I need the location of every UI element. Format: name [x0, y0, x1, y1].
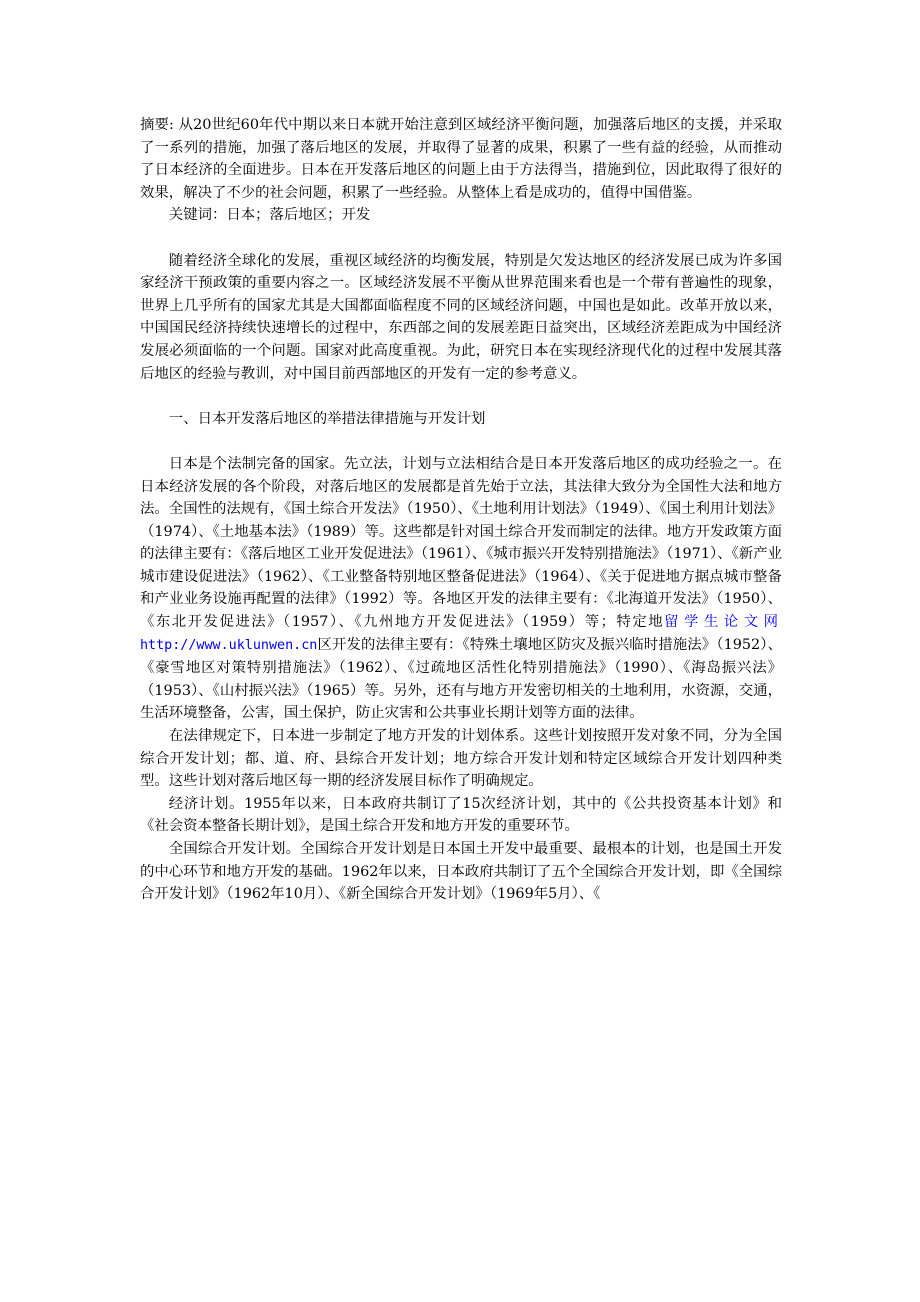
abstract-text: 从20世纪60年代中期以来日本就开始注意到区域经济平衡问题，加强落后地区的支援，并采取了一系列的措施，加强了落后地区的发展，并取得了显著的成果，积累了一些有益的经验，从而推动了日本经济的全面进步。日本在开发落后地区的问题上由于方法得当，措施到位，因此取得了很好的效果，解决了不少的社会问题，积累了一些经验。从整体上看是成功的，值得中国借鉴。	[140, 117, 782, 201]
document-page	[140, 114, 782, 906]
intro-paragraph: 随着经济全球化的发展，重视区域经济的均衡发展，特别是欠发达地区的经济发展已成为许多国家经济干预政策的重要内容之一。区域经济发展不平衡从世界范围来看也是一个带有普遍性的现象，世界上几乎所有的国家尤其是大国都面临程度不同的区域经济问题，中国也是如此。改革开放以来，中国国民经济持续快速增长的过程中，东西部之间的发展差距日益突出，区域经济差距成为中国经济发展必须面临的一个问题。国家对此高度重视。为此，研究日本在实现经济现代化的过程中发展其落后地区的经验与教训，对中国目前西部地区的开发有一定的参考意义。	[140, 252, 782, 382]
law-text-before-link: 日本是个法制完备的国家。先立法，计划与立法相结合是日本开发落后地区的成功经验之一。在日本经济发展的各个阶段，对落后地区的发展都是首先始于立法，其法律大致分为全国性大法和地方法。全国性的法规有，《国土综合开发法》（1950）、《土地利用计划法》（1949）、《国土利用计划法》（1974）、《土地基本法》（1989）等。这些都是针对国土综合开发而制定的法律。地方开发政策方面的法律主要有：《落后地区工业开发促进法》（1961）、《城市振兴开发特别措施法》（1971）、《新产业城市建设促进法》（1962）、《工业整备特别地区整备促进法》（1964）、《关于促进地方据点城市整备和产业业务设施再配置的法律》（1992）等。各地区开发的法律主要有：《北海道开发法》（1950）、《东北开发促进法》（1957）、《九州地方开发促进法》（1959）等；特定地	[140, 455, 782, 631]
section-heading: 一、日本开发落后地区的举措法律措施与开发计划	[168, 410, 486, 427]
abstract-paragraph	[140, 114, 782, 204]
law-text-after-link: 区开发的法律主要有：《特殊土壤地区防灾及振兴临时措施法》（1952）、《豪雪地区对策特别措施法》（1962）、《过疏地区活性化特别措施法》（1990）、《海岛振兴法》（1953）、《山村振兴法》（1965）等。另外，还有与地方开发密切相关的土地利用，水资源，交通，生活环境整备，公害，国土保护，防止灾害和公共事业长期计划等方面的法律。	[140, 636, 782, 722]
national-plan-paragraph: 全国综合开发计划。全国综合开发计划是日本国土开发中最重要、最根本的计划，也是国土开发的中心环节和地方开发的基础。1962年以来，日本政府共制订了五个全国综合开发计划，即《全国综合开发计划》（1962年10月）、《新全国综合开发计划》（1969年5月）、《	[140, 841, 782, 903]
economic-plan-paragraph: 经济计划。1955年以来，日本政府共制订了15次经济计划，其中的《公共投资基本计划》和《社会资本整备长期计划》，是国土综合开发和地方开发的重要环节。	[140, 795, 782, 835]
abstract-label: 摘要:	[140, 117, 174, 133]
site-url-link[interactable]: http://www.uklunwen.cn	[140, 637, 318, 653]
site-name-link[interactable]: 留学生论文网	[664, 614, 782, 631]
plan-system-paragraph: 在法律规定下，日本进一步制定了地方开发的计划体系。这些计划按照开发对象不同，分为全国综合开发计划；都、道、府、县综合开发计划；地方综合开发计划和特定区域综合开发计划四种类型。这些计划对落后地区每一期的经济发展目标作了明确规定。	[140, 728, 782, 790]
keywords-line: 关键词：日本；落后地区；开发	[168, 207, 371, 224]
law-paragraph	[140, 453, 782, 725]
